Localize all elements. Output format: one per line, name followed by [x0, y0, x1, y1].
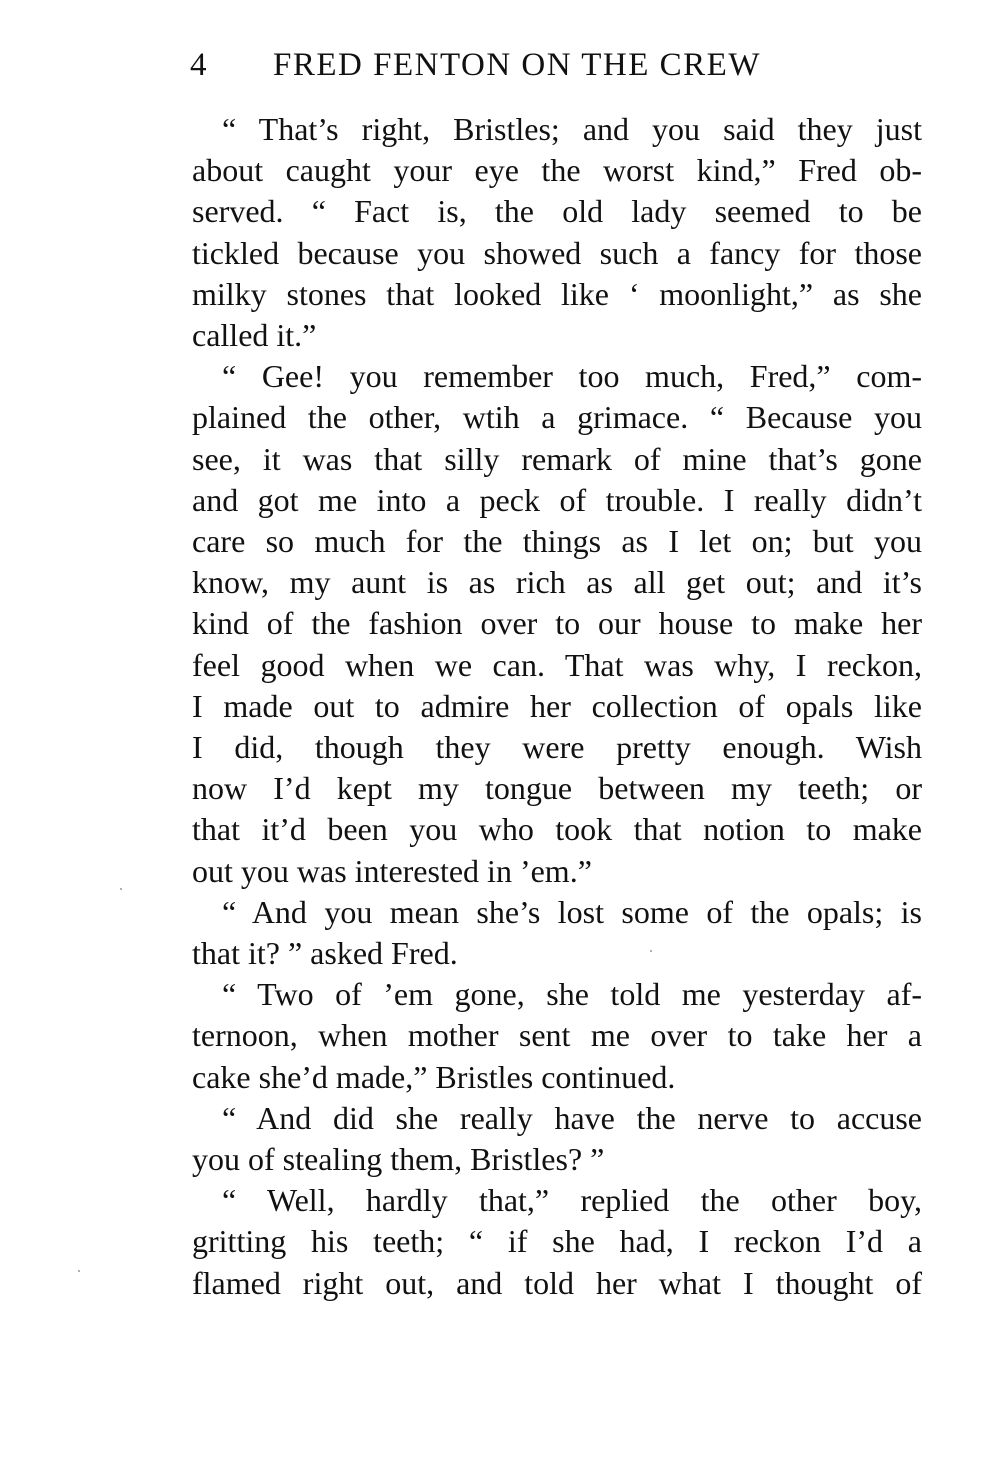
- text-line: milky stones that looked like ‘ moonlight,” as she: [192, 275, 922, 312]
- text-line: now I’d kept my tongue between my teeth; or: [192, 770, 922, 807]
- text-line: you of stealing them, Bristles? ”: [192, 1141, 605, 1178]
- text-line: “ Well, hardly that,” replied the other boy,: [222, 1182, 922, 1219]
- text-line: gritting his teeth; “ if she had, I reckon I’d a: [192, 1223, 922, 1260]
- text-line: “ Gee! you remember too much, Fred,” com-: [222, 358, 922, 395]
- text-line: I did, though they were pretty enough. Wish: [192, 729, 922, 766]
- text-line: know, my aunt is as rich as all get out; and it’s: [192, 564, 922, 601]
- text-line: flamed right out, and told her what I thought of: [192, 1264, 922, 1301]
- text-line: called it.”: [192, 317, 317, 354]
- scan-speck: [78, 1270, 80, 1272]
- text-line: care so much for the things as I let on; but you: [192, 523, 922, 560]
- page-number: 4: [190, 47, 208, 83]
- running-title: FRED FENTON ON THE CREW: [273, 47, 761, 83]
- paragraph: [192, 974, 922, 1098]
- text-line: I made out to admire her collection of opals like: [192, 687, 922, 724]
- text-line: “ And did she really have the nerve to accuse: [222, 1099, 922, 1136]
- text-line: out you was interested in ’em.”: [192, 852, 592, 889]
- text-line: feel good when we can. That was why, I reckon,: [192, 646, 922, 683]
- scan-speck: [120, 888, 122, 890]
- body-text: [192, 109, 922, 1304]
- text-line: and got me into a peck of trouble. I really didn’t: [192, 481, 922, 518]
- text-line: tickled because you showed such a fancy for those: [192, 234, 922, 271]
- paragraph: [192, 1098, 922, 1180]
- text-line: “ That’s right, Bristles; and you said they just: [222, 111, 922, 147]
- paragraph: [192, 356, 922, 892]
- paragraph: [192, 1180, 922, 1304]
- text-line: “ Two of ’em gone, she told me yesterday af-: [222, 976, 922, 1013]
- text-line: cake she’d made,” Bristles continued.: [192, 1058, 676, 1095]
- text-line: plained the other, wtih a grimace. “ Because you: [192, 399, 922, 436]
- paragraph: [192, 892, 922, 974]
- scan-speck: [650, 950, 652, 952]
- text-line: ternoon, when mother sent me over to take her a: [192, 1017, 922, 1054]
- paragraph: [192, 109, 922, 356]
- running-header: [190, 40, 930, 90]
- text-line: that it’d been you who took that notion to make: [192, 811, 922, 848]
- text-line: about caught your eye the worst kind,” Fred ob-: [192, 152, 922, 189]
- text-line: kind of the fashion over to our house to make her: [192, 605, 922, 642]
- text-line: “ And you mean she’s lost some of the opals; is: [222, 893, 922, 930]
- text-line: see, it was that silly remark of mine that’s gone: [192, 440, 922, 477]
- text-line: served. “ Fact is, the old lady seemed to be: [192, 193, 922, 230]
- text-line: that it? ” asked Fred.: [192, 935, 458, 972]
